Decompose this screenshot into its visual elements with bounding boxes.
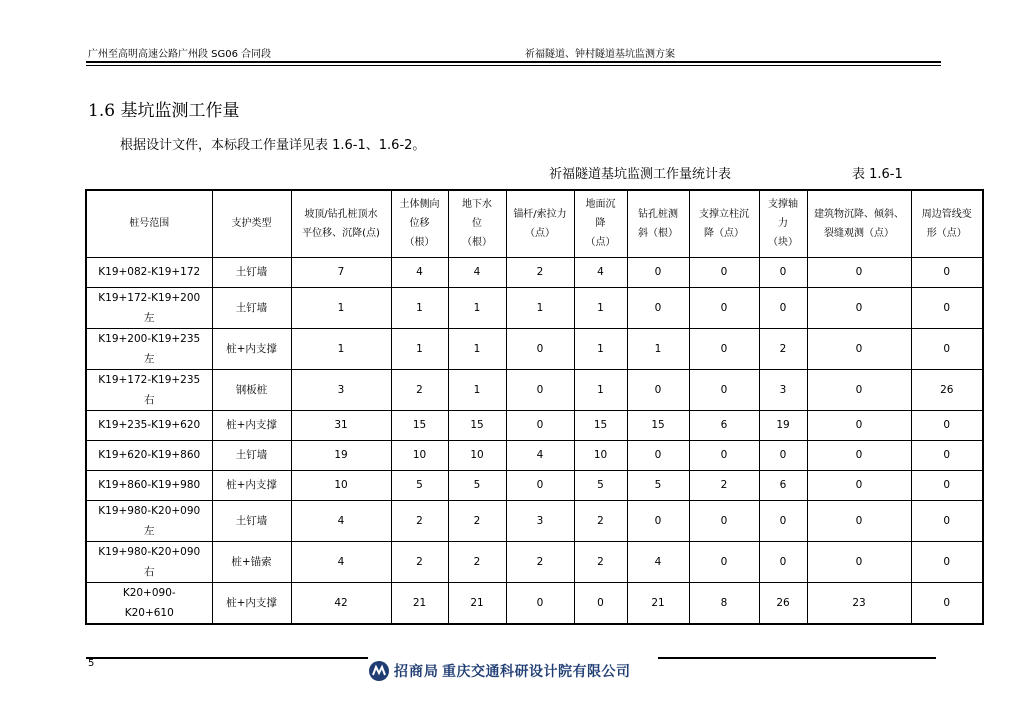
cell-value: 1 [448, 328, 506, 369]
column-header-line: 土体侧向 [399, 199, 440, 211]
cell-value: 0 [911, 440, 983, 470]
column-header-line: 建筑物沉降、倾斜、 [814, 208, 904, 220]
cell-value: 0 [807, 410, 911, 440]
column-header [212, 190, 291, 257]
cell-value: 3 [506, 500, 574, 541]
column-header-line: （块） [768, 237, 798, 249]
cell-value: 0 [574, 582, 627, 624]
column-header [86, 190, 212, 257]
cell-value: 0 [506, 369, 574, 410]
cell-range [86, 287, 212, 328]
cell-range-line: K19+200-K19+235 [98, 332, 201, 345]
column-header [807, 190, 911, 257]
cell-value: 0 [911, 328, 983, 369]
table-row [86, 410, 983, 440]
cell-range-line: 左 [144, 311, 155, 324]
cell-support-type: 钢板桩 [212, 369, 291, 410]
column-header-line: 位 [472, 218, 482, 230]
cell-value: 7 [291, 257, 391, 287]
cell-value: 1 [506, 287, 574, 328]
column-header-line: 斜（根） [638, 227, 678, 239]
cell-range [86, 541, 212, 582]
cell-value: 0 [911, 541, 983, 582]
cell-value: 2 [506, 541, 574, 582]
cell-support-type: 土钉墙 [212, 287, 291, 328]
column-header-line: （根） [404, 237, 435, 249]
cell-value: 0 [506, 470, 574, 500]
cell-value: 0 [759, 500, 807, 541]
column-header-line: 形（点） [926, 227, 967, 239]
cell-value: 1 [448, 287, 506, 328]
cell-value: 0 [807, 369, 911, 410]
cell-value: 42 [291, 582, 391, 624]
cell-value: 21 [627, 582, 689, 624]
footer-rule-left [86, 657, 368, 659]
cell-value: 0 [759, 257, 807, 287]
cell-value: 1 [391, 328, 448, 369]
cell-support-type: 土钉墙 [212, 440, 291, 470]
cell-value: 0 [807, 541, 911, 582]
logo-emblem-icon [368, 660, 390, 682]
cell-value: 4 [627, 541, 689, 582]
cell-value: 6 [689, 410, 759, 440]
cell-value: 15 [448, 410, 506, 440]
cell-value: 2 [391, 500, 448, 541]
table-header [86, 190, 983, 257]
column-header [448, 190, 506, 257]
cell-value: 26 [911, 369, 983, 410]
cell-range [86, 328, 212, 369]
cell-range-line: 左 [144, 352, 155, 365]
cell-value: 3 [291, 369, 391, 410]
table-body [86, 257, 983, 624]
cell-value: 1 [627, 328, 689, 369]
cell-value: 5 [448, 470, 506, 500]
column-header-line: 周边管线变 [921, 208, 972, 220]
column-header-line: 平位移、沉降(点) [302, 227, 380, 239]
cell-value: 10 [448, 440, 506, 470]
cell-value: 1 [574, 369, 627, 410]
cell-support-type: 桩+内支撑 [212, 470, 291, 500]
cell-value: 2 [448, 500, 506, 541]
cell-value: 2 [506, 257, 574, 287]
company-logo [368, 660, 631, 682]
cell-value: 6 [759, 470, 807, 500]
column-header-line: 桩号范围 [129, 218, 170, 230]
cell-value: 0 [627, 440, 689, 470]
cell-value: 0 [689, 287, 759, 328]
column-header [689, 190, 759, 257]
header-left-title: 广州至高明高速公路广州段 SG06 合同段 [88, 49, 272, 60]
column-header-line: 钻孔桩测 [638, 208, 678, 220]
cell-range-line: K19+980-K20+090 [98, 545, 201, 558]
cell-value: 15 [627, 410, 689, 440]
cell-value: 3 [759, 369, 807, 410]
cell-value: 0 [627, 257, 689, 287]
cell-value: 4 [291, 500, 391, 541]
cell-value: 5 [574, 470, 627, 500]
column-header-line: 位移 [409, 218, 430, 230]
cell-range-line: K19+172-K19+235 [98, 373, 201, 386]
cell-value: 2 [689, 470, 759, 500]
cell-range-line: K19+235-K19+620 [98, 419, 201, 431]
cell-range [86, 410, 212, 440]
table-row [86, 257, 983, 287]
cell-value: 10 [574, 440, 627, 470]
cell-value: 23 [807, 582, 911, 624]
table-row [86, 582, 983, 624]
column-header [574, 190, 627, 257]
cell-value: 2 [759, 328, 807, 369]
table-row [86, 369, 983, 410]
table-row [86, 500, 983, 541]
cell-range [86, 369, 212, 410]
column-header [759, 190, 807, 257]
cell-value: 0 [807, 287, 911, 328]
cell-value: 21 [448, 582, 506, 624]
cell-range-line: K19+082-K19+172 [98, 266, 201, 278]
cell-value: 15 [391, 410, 448, 440]
column-header-line: 地面沉 [585, 199, 616, 211]
cell-range-line: K19+620-K19+860 [98, 449, 201, 461]
cell-value: 0 [627, 500, 689, 541]
column-header-line: 锚杆/索拉力 [513, 208, 567, 220]
table-number: 表 1.6-1 [852, 167, 903, 182]
intro-paragraph: 根据设计文件，本标段工作量详见表 1.6-1、1.6-2。 [120, 138, 426, 153]
table-row [86, 541, 983, 582]
cell-range-line: K19+172-K19+200 [98, 291, 201, 304]
header-rule-thin [86, 65, 941, 66]
section-title: 1.6 基坑监测工作量 [88, 101, 240, 121]
cell-value: 5 [627, 470, 689, 500]
page-number: 5 [88, 658, 95, 669]
cell-value: 5 [391, 470, 448, 500]
table-row [86, 287, 983, 328]
cell-value: 0 [759, 440, 807, 470]
cell-range-line: 右 [144, 393, 155, 406]
cell-support-type: 桩+内支撑 [212, 582, 291, 624]
column-header [391, 190, 448, 257]
cell-range-line: K20+090- [122, 586, 176, 599]
cell-value: 0 [506, 582, 574, 624]
cell-range-line: 左 [144, 524, 155, 537]
column-header-line: 降（点） [704, 227, 744, 239]
cell-value: 4 [506, 440, 574, 470]
cell-value: 0 [689, 328, 759, 369]
cell-value: 2 [574, 500, 627, 541]
cell-value: 2 [391, 369, 448, 410]
column-header-line: 坡顶/钻孔桩顶水 [304, 208, 378, 220]
cell-range [86, 440, 212, 470]
cell-support-type: 桩+锚索 [212, 541, 291, 582]
cell-range-line: K19+860-K19+980 [98, 479, 201, 491]
cell-value: 1 [574, 328, 627, 369]
cell-value: 19 [759, 410, 807, 440]
cell-value: 1 [291, 287, 391, 328]
cell-value: 0 [627, 369, 689, 410]
table-caption: 祈福隧道基坑监测工作量统计表 [549, 167, 732, 182]
cell-value: 0 [689, 440, 759, 470]
cell-value: 0 [807, 328, 911, 369]
cell-value: 0 [689, 257, 759, 287]
column-header [911, 190, 983, 257]
cell-value: 15 [574, 410, 627, 440]
column-header-line: 支护类型 [231, 218, 272, 230]
cell-range-line: K20+610 [124, 606, 174, 619]
cell-value: 2 [574, 541, 627, 582]
column-header-line: （点） [585, 237, 616, 249]
cell-value: 0 [689, 500, 759, 541]
column-header-line: 降 [595, 218, 606, 230]
table-row [86, 470, 983, 500]
cell-value: 0 [911, 500, 983, 541]
cell-range [86, 582, 212, 624]
cell-range-line: 右 [144, 565, 155, 578]
logo-brand-text: 招商局 [394, 664, 439, 680]
cell-value: 26 [759, 582, 807, 624]
column-header [506, 190, 574, 257]
cell-value: 4 [574, 257, 627, 287]
cell-value: 31 [291, 410, 391, 440]
column-header-line: 支撑轴 [768, 199, 798, 211]
cell-value: 0 [807, 500, 911, 541]
cell-value: 4 [448, 257, 506, 287]
cell-value: 2 [448, 541, 506, 582]
logo-company-text: 重庆交通科研设计院有限公司 [442, 664, 631, 680]
cell-value: 0 [807, 257, 911, 287]
cell-range [86, 257, 212, 287]
column-header [291, 190, 391, 257]
cell-value: 0 [911, 410, 983, 440]
column-header [627, 190, 689, 257]
cell-value: 0 [807, 470, 911, 500]
column-header-line: 支撑立柱沉 [699, 208, 749, 220]
cell-range [86, 470, 212, 500]
table-row [86, 440, 983, 470]
cell-value: 0 [506, 328, 574, 369]
cell-value: 0 [506, 410, 574, 440]
column-header-line: （点） [525, 227, 555, 239]
cell-value: 4 [391, 257, 448, 287]
column-header-line: 裂缝观测（点） [824, 227, 894, 239]
cell-support-type: 土钉墙 [212, 500, 291, 541]
cell-value: 0 [689, 541, 759, 582]
cell-value: 2 [391, 541, 448, 582]
cell-support-type: 桩+内支撑 [212, 410, 291, 440]
cell-value: 0 [759, 541, 807, 582]
workload-table [85, 189, 984, 625]
column-header-line: （根） [462, 237, 492, 249]
cell-value: 10 [291, 470, 391, 500]
header-rule-thick [86, 61, 941, 63]
cell-value: 0 [911, 582, 983, 624]
cell-support-type: 桩+内支撑 [212, 328, 291, 369]
cell-value: 0 [911, 470, 983, 500]
table-row [86, 328, 983, 369]
cell-value: 21 [391, 582, 448, 624]
cell-value: 19 [291, 440, 391, 470]
column-header-line: 地下水 [462, 199, 492, 211]
column-header-line: 力 [778, 218, 788, 230]
cell-value: 1 [574, 287, 627, 328]
cell-value: 0 [689, 369, 759, 410]
cell-value: 1 [391, 287, 448, 328]
cell-range [86, 500, 212, 541]
cell-value: 1 [291, 328, 391, 369]
cell-value: 8 [689, 582, 759, 624]
footer-rule-right [658, 657, 936, 659]
header-right-title: 祈福隧道、钟村隧道基坑监测方案 [525, 49, 675, 60]
cell-value: 0 [759, 287, 807, 328]
cell-value: 0 [911, 287, 983, 328]
cell-range-line: K19+980-K20+090 [98, 504, 201, 517]
cell-value: 0 [911, 257, 983, 287]
cell-support-type: 土钉墙 [212, 257, 291, 287]
cell-value: 1 [448, 369, 506, 410]
cell-value: 0 [807, 440, 911, 470]
cell-value: 0 [627, 287, 689, 328]
cell-value: 4 [291, 541, 391, 582]
cell-value: 10 [391, 440, 448, 470]
